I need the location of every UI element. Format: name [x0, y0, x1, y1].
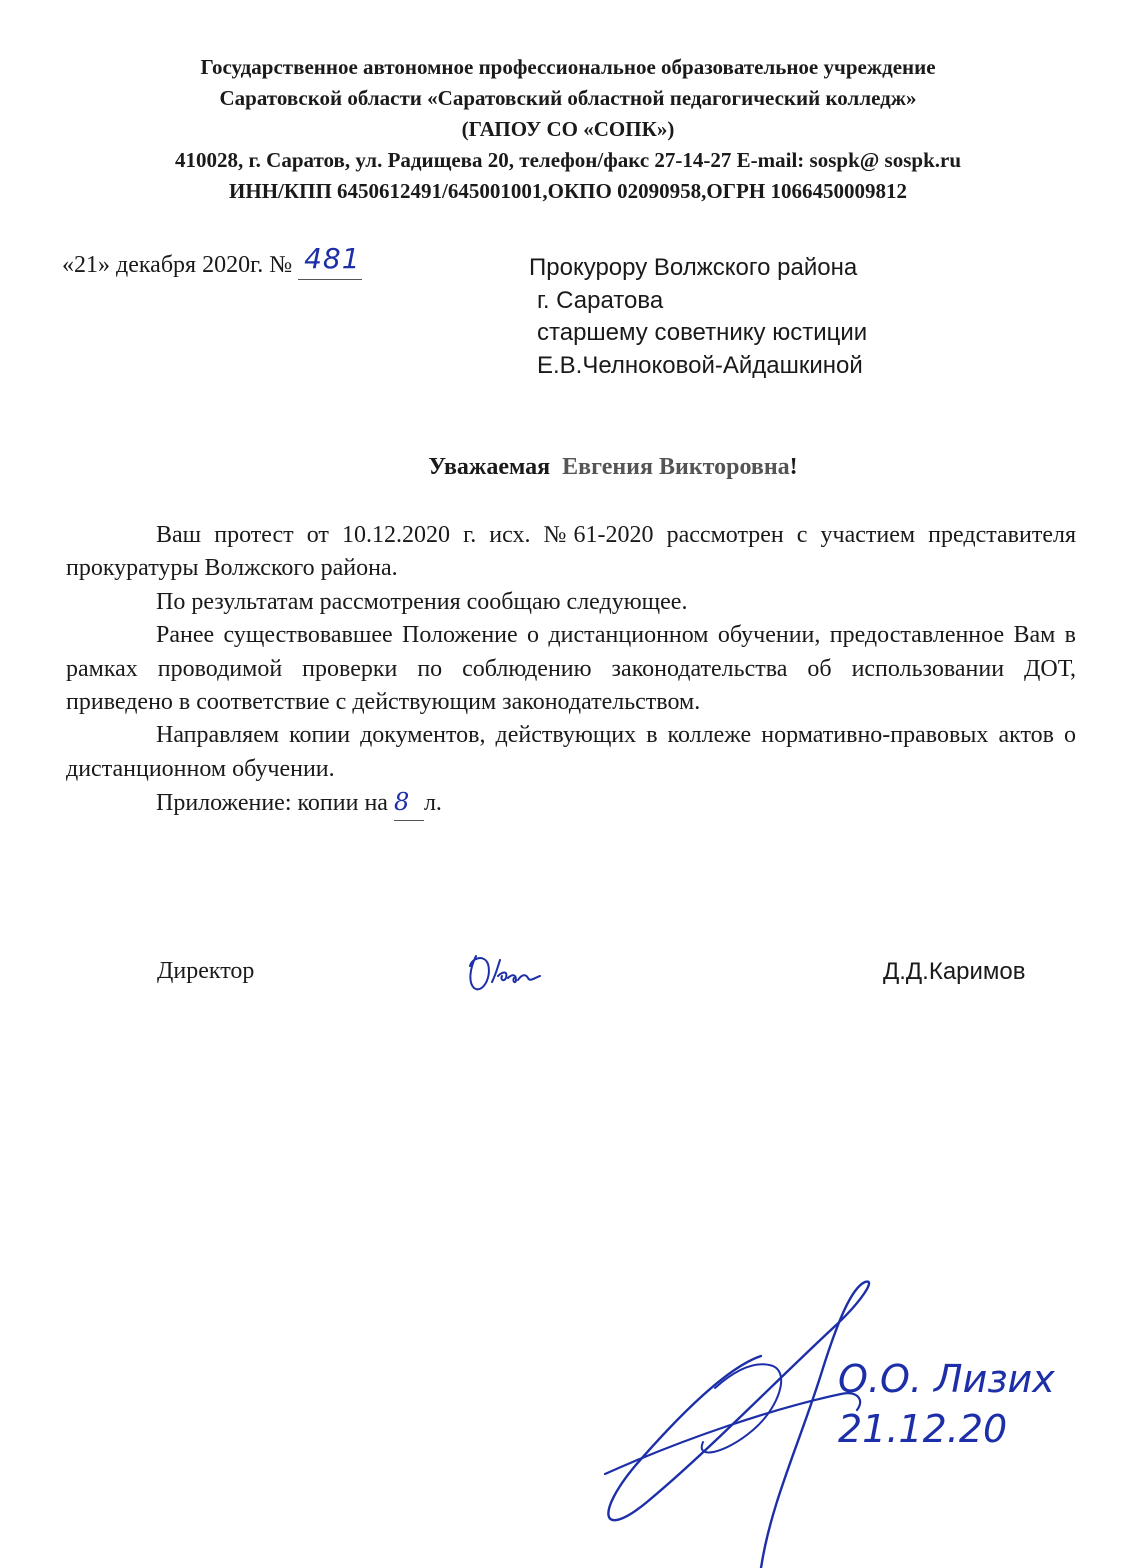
attachment-count-handwritten: 8	[394, 786, 424, 820]
resolution-note	[838, 1354, 1055, 1454]
letterhead-org-line-2: Саратовской области «Саратовский областной педагогический колледж»	[219, 86, 917, 110]
addressee-name: Е.В.Челноковой-Айдашкиной	[537, 351, 863, 379]
registration-number-field	[298, 242, 362, 280]
salutation	[0, 454, 1136, 481]
letterhead-requisites: ИНН/КПП 6450612491/645001001,ОКПО 02090958,ОГРН 1066450009812	[229, 179, 907, 203]
registration-number-handwritten: 481	[304, 242, 361, 275]
attachment-line	[66, 786, 1076, 820]
salutation-punct: !	[789, 454, 798, 480]
addressee-block	[529, 252, 867, 382]
letter-date-number	[62, 242, 362, 280]
letter-date: «21» декабря 2020г. №	[62, 252, 293, 278]
salutation-word: Уважаемая	[428, 454, 551, 480]
salutation-name: Евгения Викторовна	[562, 454, 790, 480]
body-paragraph-1: Ваш протест от 10.12.2020 г. исх. №61-2020 рассмотрен с участием представителя прокуратуры Волжского района.	[66, 522, 1076, 582]
addressee-city: г. Саратова	[537, 286, 664, 314]
body-paragraph-4: Направляем копии документов, действующих в коллеже нормативно-правовых актов о дистанционном обучении.	[66, 722, 1076, 782]
letterhead-org-abbrev: (ГАПОУ СО «СОПК»)	[461, 117, 675, 141]
letterhead-org-line-1: Государственное автономное профессиональное образовательное учреждение	[200, 55, 936, 79]
letterhead-address: 410028, г. Саратов, ул. Радищева 20, телефон/факс 27-14-27 E-mail: sospk@ sospk.ru	[175, 148, 961, 172]
resolution-date: 21.12.20	[838, 1407, 1008, 1451]
body-paragraph-2: По результатам рассмотрения сообщаю следующее.	[156, 588, 688, 615]
addressee-title: Прокурору Волжского района	[529, 254, 858, 281]
director-signature	[462, 948, 552, 998]
letter-body	[66, 519, 1076, 821]
attachment-suffix: л.	[423, 790, 442, 817]
resolution-text: О.О. Лизих	[838, 1357, 1055, 1401]
letterhead	[60, 52, 1076, 207]
body-paragraph-3: Ранее существовавшее Положение о дистанционном обучении, предоставленное Вам в рамках проводимой проверки по соблюдению законодательства об использовании ДОТ, приведено в соответствие с действующим законодательством.	[66, 622, 1076, 716]
attachment-prefix: Приложение: копии на	[156, 790, 388, 817]
signatory-name: Д.Д.Каримов	[883, 958, 1026, 985]
addressee-rank: старшему советнику юстиции	[537, 319, 868, 346]
signatory-role: Директор	[157, 958, 255, 984]
